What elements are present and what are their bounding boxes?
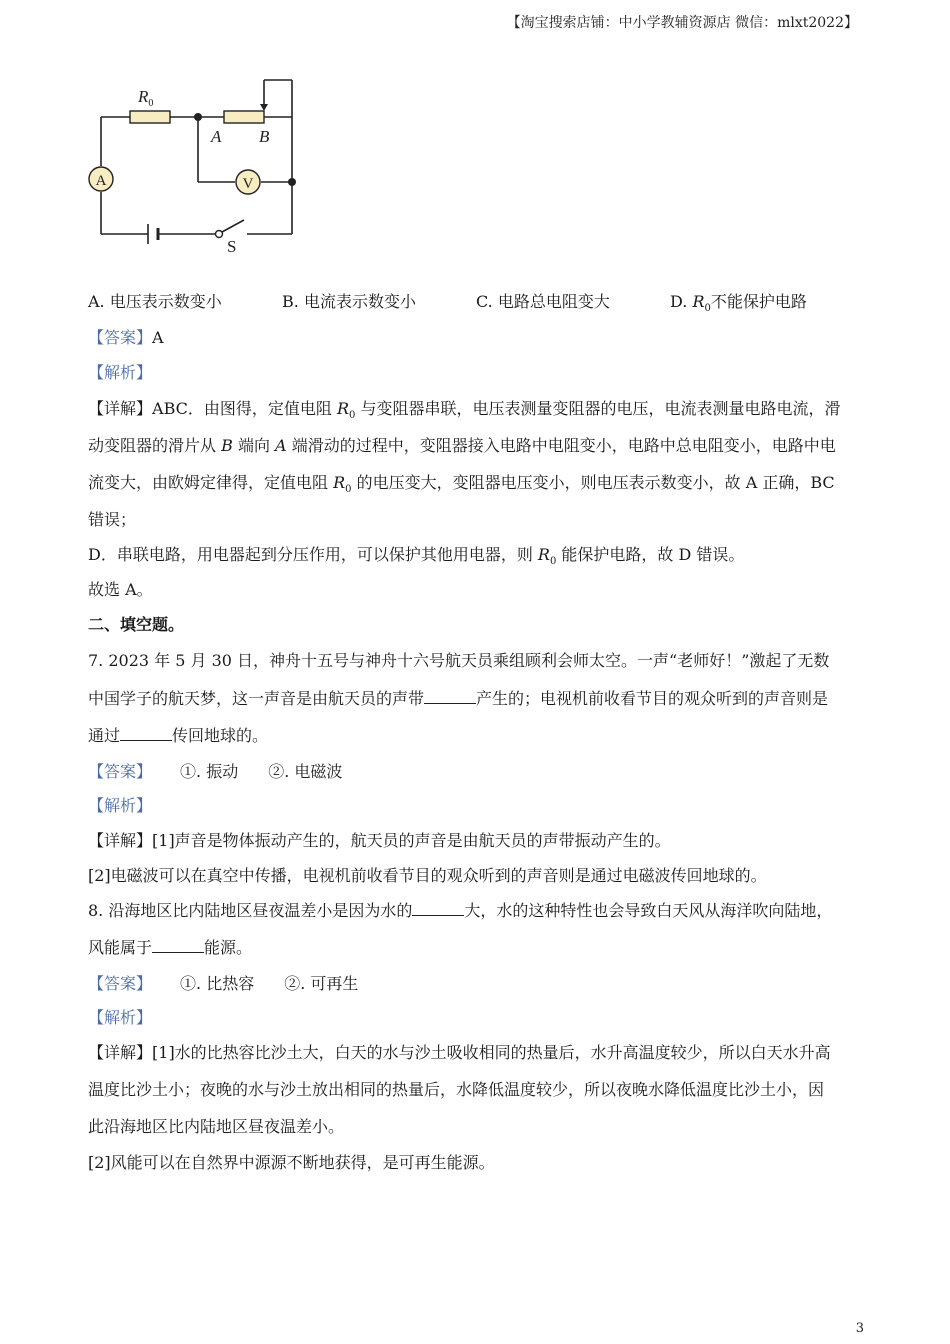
q6-conclusion: 故选 A。 [88,580,153,599]
q7-stem-line: 中国学子的航天梦，这一声音是由航天员的声带 产生的；电视机前收看节目的观众听到的声音则是 [88,689,829,708]
q6-detail-line: 动变阻器的滑片从 B 端向 A 端滑动的过程中，变阻器接入电路中电阻变小，电路中总电阻变小，电路中电 [88,436,836,455]
switch-contact [216,231,223,238]
section-title: 二、填空题。 [88,615,185,634]
q6-detail-line: 【详解】ABC．由图得，定值电阻 $R_0$ 与变阻器串联，电压表测量变阻器的电压，电流表测量电路电流，滑 [88,399,841,422]
q7-detail-line: [2]电磁波可以在真空中传播，电视机前收看节目的观众听到的声音则是通过电磁波传回地球的。 [88,866,767,885]
option-b: B. 电流表示数变小 [282,292,416,311]
q8-detail-line: 温度比沙土小；夜晚的水与沙土放出相同的热量后，水降低温度较少，所以夜晚水降低温度比沙土小，因 [88,1080,825,1099]
q7-stem-line: 7. 2023 年 5 月 30 日，神舟十五号与神舟十六号航天员乘组顾利会师太空。一声“老师好！”激起了无数 [88,651,830,670]
q8-stem-line: 风能属于 能源。 [88,938,253,957]
option-d: D. $R_0$不能保护电路 [670,292,807,315]
q7-detail-line: 【详解】[1]声音是物体振动产生的，航天员的声音是由航天员的声带振动产生的。 [88,831,671,850]
q6-analysis-label: 【解析】 [88,363,153,382]
page-number: 3 [855,1321,864,1336]
voltmeter-label: V [242,176,254,192]
q6-detail-line: D．串联电路，用电器起到分压作用，可以保护其他用电器，则 $R_0$ 能保护电路，故 D 错误。 [88,545,745,568]
slider-arrow [260,104,268,111]
q6-answer: 【答案】A [88,328,164,347]
option-c: C. 电路总电阻变大 [476,292,610,311]
page-header: 【淘宝搜索店铺：中小学教辅资源店 微信：mlxt2022】 [506,15,858,31]
rheostat [224,111,264,123]
q7-analysis-label: 【解析】 [88,796,153,815]
q7-stem-line: 通过 传回地球的。 [88,726,269,745]
r0-label: $R_0$ [138,87,154,109]
q8-analysis-label: 【解析】 [88,1008,153,1027]
point-b-label: B [259,127,270,146]
switch-label: S [227,237,237,256]
q7-answer: 【答案】 ①. 振动 ②. 电磁波 [88,762,343,781]
point-a-label: A [211,127,222,146]
q6-detail-line: 错误； [88,510,137,529]
q8-stem-line: 8. 沿海地区比内陆地区昼夜温差小是因为水的 大，水的这种特性也会导致白天风从海洋吹向陆地， [88,901,833,920]
ammeter-label: A [95,173,107,189]
q6-detail-line: 流变大，由欧姆定律得，定值电阻 $R_0$ 的电压变大，变阻器电压变小，则电压表示数变小，故 A 正确，BC [88,473,835,496]
option-a: A. 电压表示数变小 [88,292,222,311]
circuit-diagram [84,74,314,259]
q8-detail-line: 此沿海地区比内陆地区昼夜温差小。 [88,1117,345,1136]
resistor-r0 [130,111,170,123]
junction-dot [194,113,202,121]
q8-detail-line: [2]风能可以在自然界中源源不断地获得，是可再生能源。 [88,1153,495,1172]
q8-detail-line: 【详解】[1]水的比热容比沙土大，白天的水与沙土吸收相同的热量后，水升高温度较少，所以白天水升高 [88,1043,831,1062]
junction-dot [288,178,296,186]
q8-answer: 【答案】 ①. 比热容 ②. 可再生 [88,974,359,993]
